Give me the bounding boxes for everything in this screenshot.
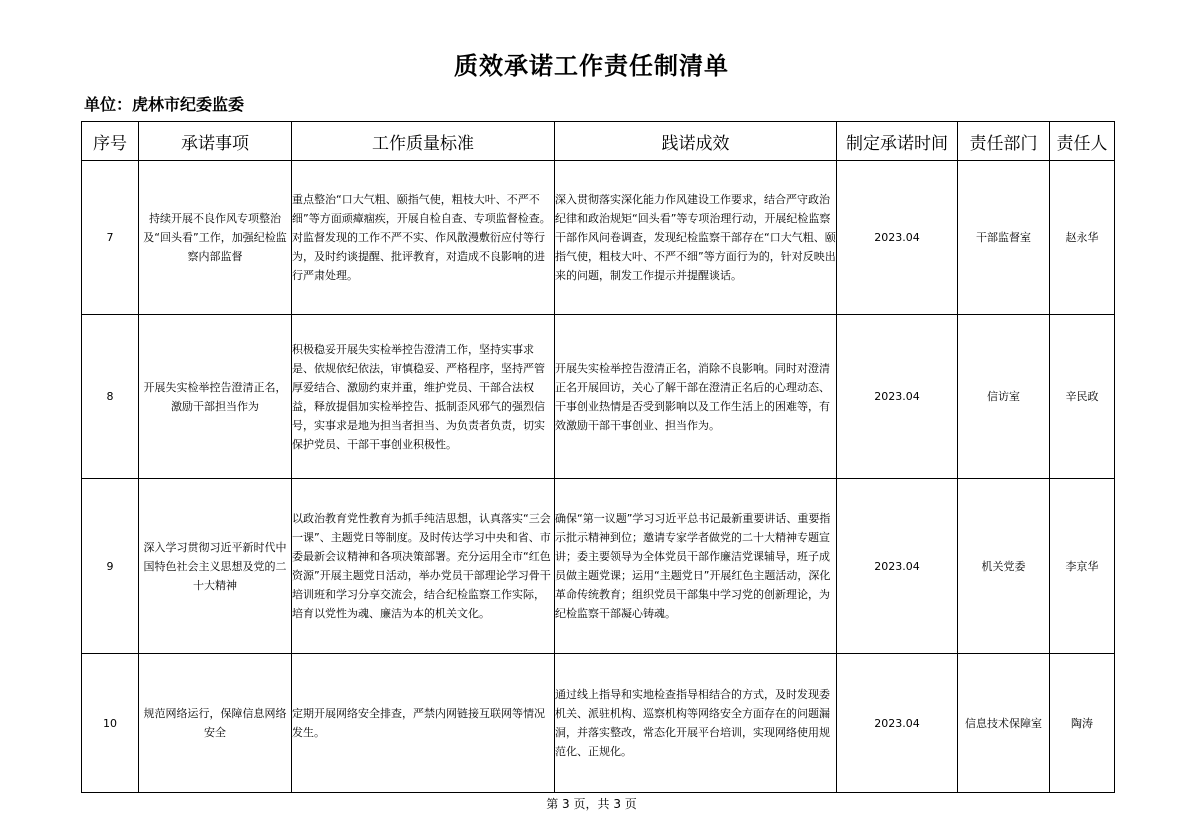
header-result: 践诺成效 — [555, 122, 837, 161]
page-footer: 第 3 页，共 3 页 — [546, 797, 637, 811]
cell-dept: 机关党委 — [958, 479, 1050, 654]
cell-result: 通过线上指导和实地检查指导相结合的方式，及时发现委机关、派驻机构、巡察机构等网络安全方面存在的问题漏洞，并落实整改，常态化开展平台培训，实现网络使用规范化、正规化。 — [555, 654, 837, 793]
table-header-row — [82, 122, 1115, 161]
cell-person: 李京华 — [1050, 479, 1115, 654]
commitment-table — [81, 121, 1115, 793]
cell-standard: 定期开展网络安全排查，严禁内网链接互联网等情况发生。 — [292, 654, 555, 793]
cell-person: 辛民政 — [1050, 315, 1115, 479]
cell-result: 确保“第一议题”学习习近平总书记最新重要讲话、重要指示批示精神到位；邀请专家学者做党的二十大精神专题宣讲；委主要领导为全体党员干部作廉洁党课辅导，班子成员做主题党课；运用“主题党日”开展红色主题活动，深化革命传统教育；组织党员干部集中学习党的创新理论，为纪检监察干部凝心铸魂。 — [555, 479, 837, 654]
cell-person: 陶涛 — [1050, 654, 1115, 793]
header-person: 责任人 — [1050, 122, 1115, 161]
cell-dept: 干部监督室 — [958, 161, 1050, 315]
cell-serial: 10 — [82, 654, 139, 793]
cell-time: 2023.04 — [837, 479, 958, 654]
unit-label: 单位：虎林市纪委监委 — [84, 95, 245, 114]
cell-item: 开展失实检举控告澄清正名，激励干部担当作为 — [139, 315, 292, 479]
cell-result: 开展失实检举控告澄清正名，消除不良影响。同时对澄清正名开展回访，关心了解干部在澄清正名后的心理动态、干事创业热情是否受到影响以及工作生活上的困难等，有效激励干部干事创业、担当作为。 — [555, 315, 837, 479]
cell-time: 2023.04 — [837, 654, 958, 793]
table-row — [82, 161, 1115, 315]
cell-standard: 以政治教育党性教育为抓手纯洁思想，认真落实“三会一课”、主题党日等制度。及时传达学习中央和省、市委最新会议精神和各项决策部署。充分运用全市“红色资源”开展主题党日活动，举办党员干部理论学习骨干培训班和学习分享交流会，结合纪检监察工作实际，培育以党性为魂、廉洁为本的机关文化。 — [292, 479, 555, 654]
cell-item: 深入学习贯彻习近平新时代中国特色社会主义思想及党的二十大精神 — [139, 479, 292, 654]
table-row — [82, 315, 1115, 479]
table-row — [82, 479, 1115, 654]
cell-person: 赵永华 — [1050, 161, 1115, 315]
cell-dept: 信息技术保障室 — [958, 654, 1050, 793]
header-item: 承诺事项 — [139, 122, 292, 161]
header-dept: 责任部门 — [958, 122, 1050, 161]
header-time: 制定承诺时间 — [837, 122, 958, 161]
cell-time: 2023.04 — [837, 315, 958, 479]
table-row — [82, 654, 1115, 793]
header-serial: 序号 — [82, 122, 139, 161]
cell-time: 2023.04 — [837, 161, 958, 315]
cell-serial: 9 — [82, 479, 139, 654]
cell-standard: 积极稳妥开展失实检举控告澄清工作，坚持实事求是、依规依纪依法，审慎稳妥、严格程序，坚持严管厚爱结合、激励约束并重，维护党员、干部合法权益，释放提倡加实检举控告、抵制歪风邪气的强烈信号，实事求是地为担当者担当、为负责者负责，切实保护党员、干部干事创业积极性。 — [292, 315, 555, 479]
cell-item: 规范网络运行，保障信息网络安全 — [139, 654, 292, 793]
header-standard: 工作质量标准 — [292, 122, 555, 161]
cell-serial: 7 — [82, 161, 139, 315]
document-title: 质效承诺工作责任制清单 — [454, 52, 729, 80]
cell-serial: 8 — [82, 315, 139, 479]
cell-standard: 重点整治“口大气粗、颐指气使，粗枝大叶、不严不细”等方面顽瘴痼疾，开展自检自查、专项监督检查。对监督发现的工作不严不实、作风散漫敷衍应付等行为，及时约谈提醒、批评教育，对造成不良影响的进行严肃处理。 — [292, 161, 555, 315]
cell-dept: 信访室 — [958, 315, 1050, 479]
cell-item: 持续开展不良作风专项整治及“回头看”工作，加强纪检监察内部监督 — [139, 161, 292, 315]
cell-result: 深入贯彻落实深化能力作风建设工作要求，结合严守政治纪律和政治规矩“回头看”等专项治理行动，开展纪检监察干部作风问卷调查，发现纪检监察干部存在“口大气粗、颐指气使，粗枝大叶、不严不细”等方面行为的，针对反映出来的问题，制发工作提示并提醒谈话。 — [555, 161, 837, 315]
